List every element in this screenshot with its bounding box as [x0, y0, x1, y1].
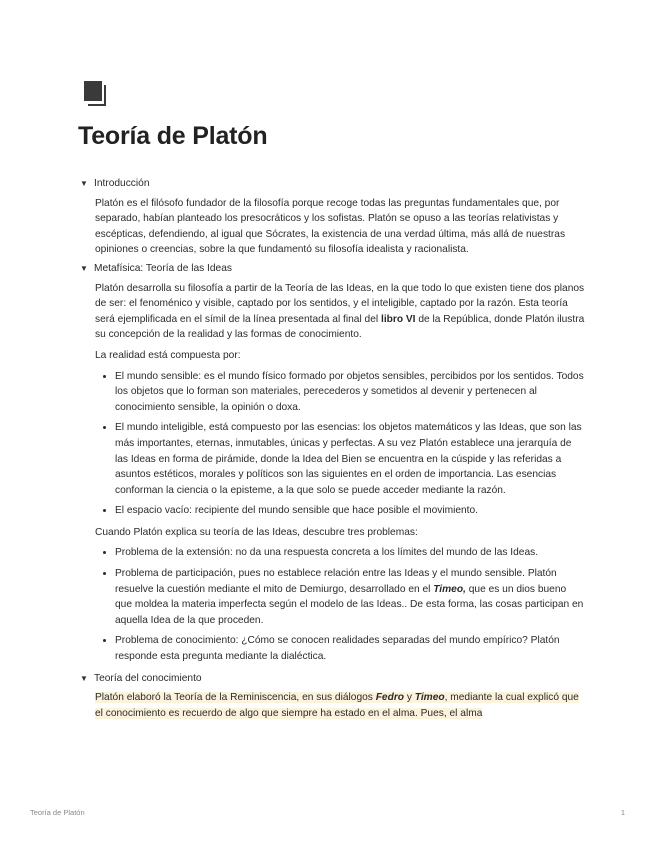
list-item — [115, 566, 585, 628]
list-item: • Problema de conocimiento: ¿Cómo se conocen realidades separadas del mundo empírico? Platón responde esta pregunta mediante la dialéctica. — [115, 633, 585, 664]
paragraph — [95, 281, 585, 343]
toggle-introduccion[interactable] — [80, 176, 585, 192]
bold-text: libro VI — [380, 313, 416, 325]
text-run: Platón desarrolla su filosofía a partir de la Teoría de las Ideas, en la que todo lo que existen tiene dos planos de ser: el fenoménico y visible, captado por los sentidos, y el inteligible, captado por la razón. Esta teoría será ejemplificada en el símil de la línea presentada al final del — [95, 282, 585, 325]
section-conocimiento — [95, 690, 585, 721]
bullet-list — [95, 369, 585, 519]
toggle-label: Metafísica: Teoría de las Ideas — [94, 262, 232, 274]
text-run: Problema de participación, pues no establece relación entre las Ideas y el mundo sensible. Platón resuelve la cuestión mediante el mito de Demiurgo, desarrollado en el — [115, 568, 557, 595]
text-run: y — [404, 692, 415, 704]
toggle-triangle-icon[interactable]: ▼ — [80, 179, 88, 188]
list-item: • Problema de la extensión: no da una respuesta concreta a los límites del mundo de las Ideas. — [115, 545, 585, 561]
section-introduccion — [95, 196, 585, 258]
toggle-metafisica[interactable] — [80, 261, 585, 277]
highlighted-paragraph — [95, 690, 585, 721]
footer-title: Teoría de Platón — [30, 808, 85, 817]
section-metafisica — [95, 281, 585, 665]
list-item: • El espacio vacío: recipiente del mundo sensible que hace posible el movimiento. — [115, 503, 585, 519]
page-icon — [81, 81, 109, 109]
text-run: de la República, donde Platón ilustra su concepción de la realidad y las formas de conocimiento. — [95, 313, 585, 341]
page-number: 1 — [620, 808, 625, 817]
toggle-triangle-icon[interactable]: ▼ — [80, 263, 88, 273]
bold-italic-text: Timeo — [414, 692, 445, 704]
paragraph: Platón es el filósofo fundador de la filosofía porque recoge todas las preguntas fundamentales que, por separado, habían planteado los presocráticos y los sofistas. Platón se opuso a las teorías relativistas y escépticas, defendiendo, al igual que Sócrates, la existencia de una verdad última, más allá de nuestras opiniones o creencias, sobre la que fundamentó su filosofía idealista y racionalista. — [95, 197, 566, 256]
page-content — [80, 176, 585, 726]
document-icon — [81, 81, 109, 109]
toggle-label: Introducción — [94, 178, 150, 189]
text-run: , mediante la cual explicó que el conocimiento es recuerdo de algo que siempre ha estado en el alma. Pues, el alma — [95, 692, 579, 719]
page-title: Teoría de Platón — [78, 122, 268, 150]
toggle-triangle-icon[interactable]: ▼ — [80, 673, 88, 683]
paragraph: Cuando Platón explica su teoría de las Ideas, descubre tres problemas: — [95, 526, 418, 538]
toggle-conocimiento[interactable] — [80, 671, 585, 687]
text-run: Platón elaboró la Teoría de la Reminiscencia, en sus diálogos — [95, 692, 376, 704]
bold-italic-text: Timeo, — [433, 583, 466, 595]
toggle-label: Teoría del conocimiento — [94, 672, 202, 684]
bullet-list — [95, 545, 585, 664]
list-item: • El mundo sensible: es el mundo físico formado por objetos sensibles, percibidos por los sentidos. Todos los objetos que lo forman son materiales, perecederos y sometidos al devenir y pertenecen al conocimiento sensible, la opinión o doxa. — [115, 369, 585, 416]
text-run: que es un dios bueno que moldea la materia imperfecta según el modelo de las Ideas.. De esta forma, las cosas participan en aquella Idea de la que proceden. — [115, 583, 584, 626]
paragraph: La realidad está compuesta por: — [95, 349, 241, 361]
bold-italic-text: Fedro — [375, 692, 405, 704]
list-item: • El mundo inteligible, está compuesto por las esencias: los objetos matemáticos y las Ideas, que son las más importantes, eternas, inmutables, únicas y perfectas. A su vez Platón establece una jerarquía de las Ideas en forma de pirámide, donde la Idea del Bien se encuentra en la cúspide y las referidas a asuntos estéticos, morales y políticos son las siguientes en el orden de importancia. Las esencias conforman la ciencia o la episteme, a la que solo se puede acceder mediante la razón. — [115, 420, 585, 498]
